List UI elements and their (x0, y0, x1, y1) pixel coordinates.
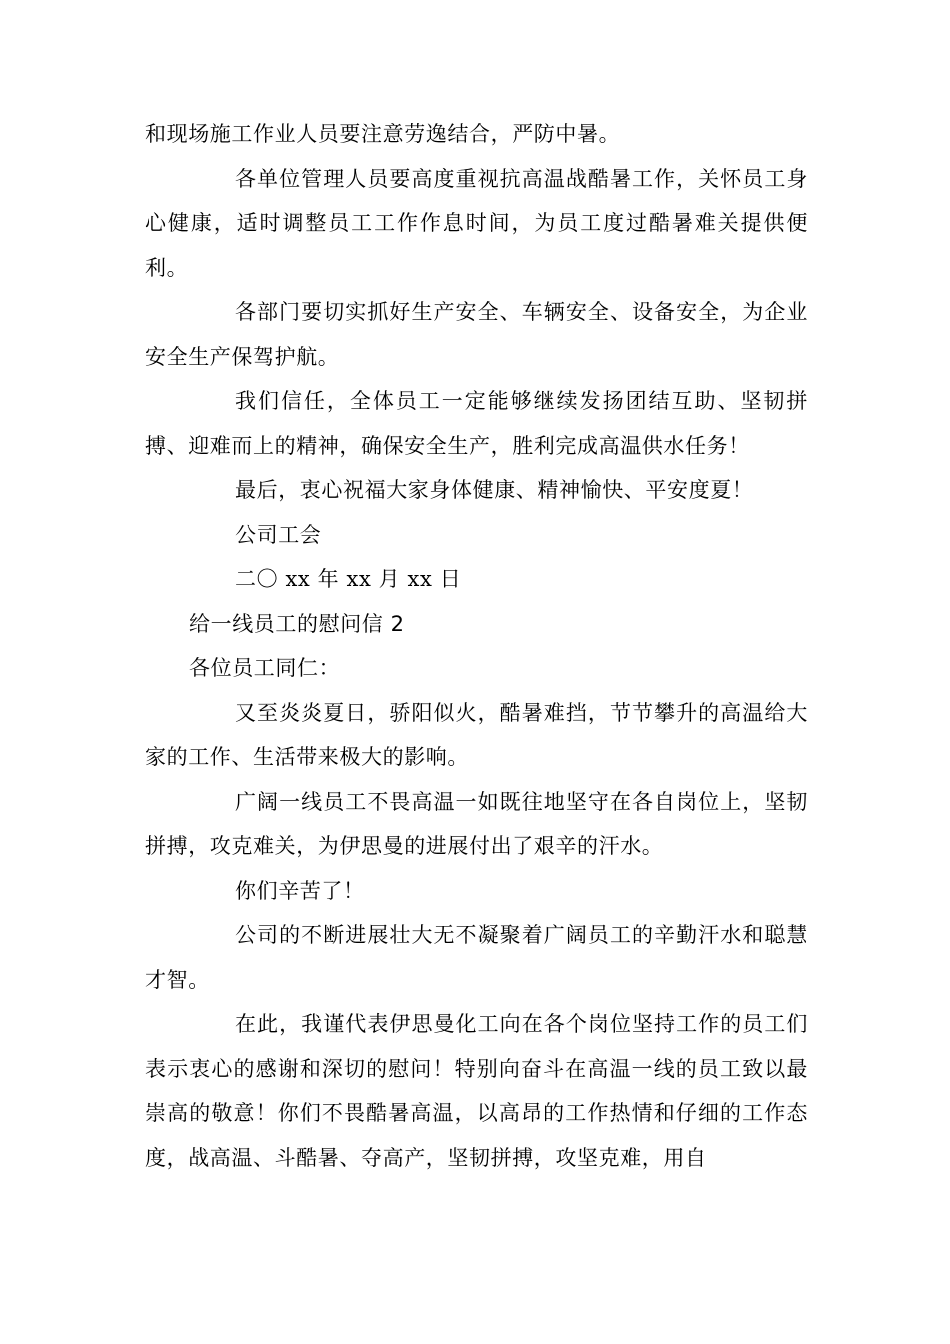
paragraph-3: 各部门要切实抓好生产安全、车辆安全、设备安全，为企业安全生产保驾护航。 (145, 300, 808, 369)
paragraph-10: 又至炎炎夏日，骄阳似火，酷暑难挡，节节攀升的高温给大家的工作、生活带来极大的影响。 (145, 700, 808, 769)
signature-organization: 公司工会 (235, 522, 322, 547)
document-body (145, 112, 808, 1180)
paragraph-14: 在此，我谨代表伊思曼化工向在各个岗位坚持工作的员工们表示衷心的感谢和深切的慰问！特别向奋斗在高温一线的员工致以最崇高的敬意！你们不畏酷暑高温，以高昂的工作热情和仔细的工作态度，战高温、斗酷暑、夺高产，坚韧拼搏，攻坚克难，用自 (145, 1012, 808, 1170)
letter-title: 给一线员工的慰问信 2 (189, 611, 405, 636)
paragraph-2: 各单位管理人员要高度重视抗高温战酷暑工作，关怀员工身心健康，适时调整员工工作作息时间，为员工度过酷暑难关提供便利。 (145, 166, 808, 280)
paragraph-12: 你们辛苦了！ (235, 878, 365, 903)
paragraph-4: 我们信任，全体员工一定能够继续发扬团结互助、坚韧拼搏、迎难而上的精神，确保安全生产，胜利完成高温供水任务！ (145, 389, 808, 458)
signature-date: 二〇 xx 年 xx 月 xx 日 (235, 567, 462, 591)
paragraph-13: 公司的不断进展壮大无不凝聚着广阔员工的辛勤汗水和聪慧才智。 (145, 923, 808, 992)
paragraph-5: 最后，衷心祝福大家身体健康、精神愉快、平安度夏！ (235, 478, 754, 502)
paragraph-11: 广阔一线员工不畏高温一如既往地坚守在各自岗位上，坚韧拼搏，攻克难关，为伊思曼的进展付出了艰辛的汗水。 (145, 789, 808, 858)
paragraph-1: 和现场施工作业人员要注意劳逸结合，严防中暑。 (145, 122, 621, 146)
salutation: 各位员工同仁： (189, 656, 341, 680)
